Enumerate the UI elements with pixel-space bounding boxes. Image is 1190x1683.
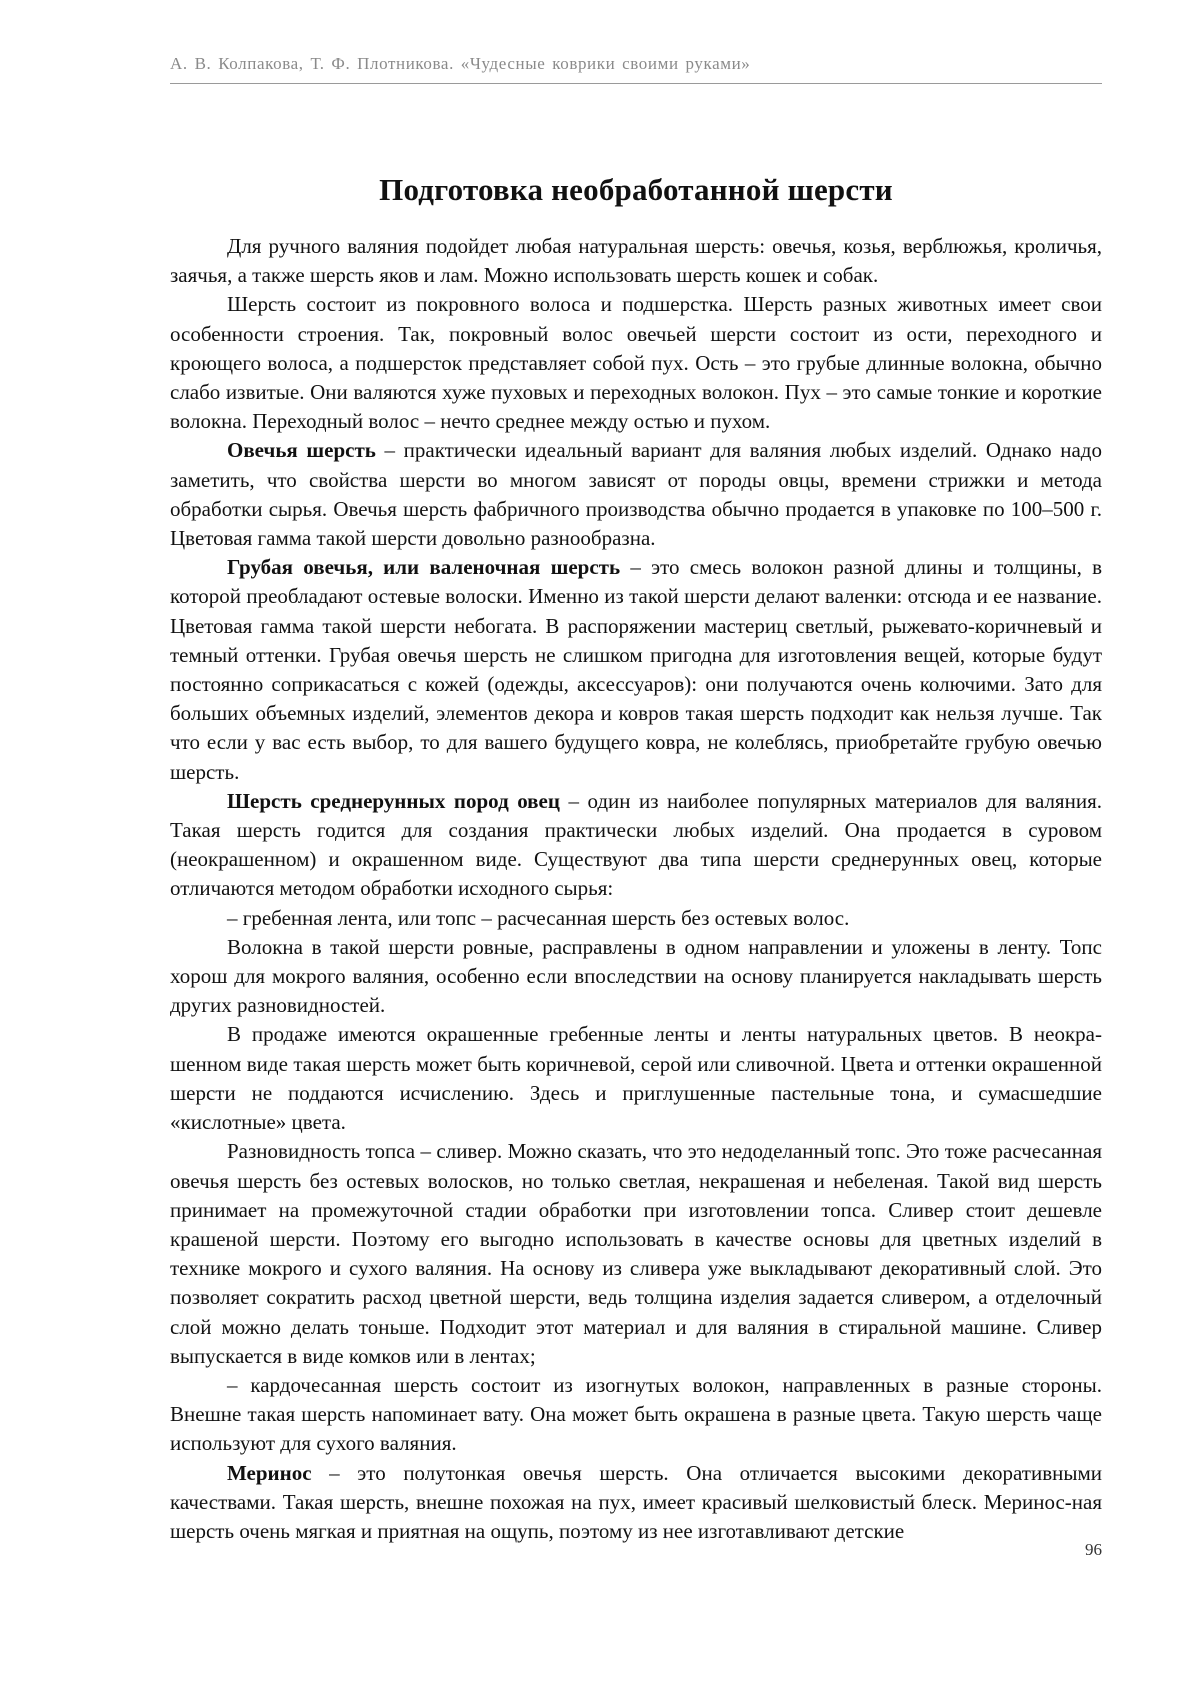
paragraph [170,1020,1102,1137]
paragraph-bold-lead: Овечья шерсть [227,438,376,463]
paragraph-text: В продаже имеются окрашенные гребенные ленты и ленты натуральных цветов. В неокрашенном виде такая шерсть может быть коричневой, серой или сливочной. Цвета и оттенки окрашенной шерсти не поддаются исчислению. Здесь и приглушенные пастельные тона, и сумасшедшие «кислотные» цвета. [170,1022,1102,1135]
paragraph [170,933,1102,1021]
running-header: А. В. Колпакова, Т. Ф. Плотникова. «Чудесные коврики своими руками» [170,54,751,73]
paragraph-bold-lead: Грубая овечья, или валеночная шерсть [227,555,621,580]
paragraph-text: – практически идеальный вариант для валяния любых изделий. Однако надо заметить, что свойства шерсти во многом зависят от породы овцы, времени стрижки и метода обработки сырья. Овечья шерсть фабричного производства обычно продается в упаковке по 100–500 г. Цветовая гамма такой шерсти довольно разнообразна. [170,438,1102,551]
header-rule [170,83,1102,84]
paragraph-text: – кардочесанная шерсть состоит из изогнутых волокон, направленных в разные стороны. Внешне такая шерсть напоминает вату. Она может быть окрашена в разные цвета. Такую шерсть чаще используют для сухого валяния. [170,1372,1102,1456]
paragraph [170,232,1102,290]
paragraph-text: Шерсть состоит из покровного волоса и подшерстка. Шерсть разных животных имеет свои особенности строения. Так, покровный волос овечьей шерсти состоит из ости, переходного и кроющего волоса, а подшерсток представляет собой пух. Ость – это грубые длинные волокна, обычно слабо извитые. Они валяются хуже пуховых и переходных волокон. Пух – это самые тонкие и короткие волокна. Переходный волос – нечто среднее между остью и пухом. [170,292,1102,434]
paragraph-text: – гребенная лента, или топс – расчесанная шерсть без остевых волос. [227,905,850,930]
paragraph-text: – это смесь волокон разной длины и толщины, в которой преобладают остевые волоски. Именно из такой шерсти делают валенки: отсюда и ее название. Цветовая гамма такой шерсти небогата. В распоряжении мастериц светлый, рыжевато-коричневый и темный оттенки. Грубая овечья шерсть не слишком пригодна для изготовления вещей, которые будут постоянно соприкасаться с кожей (одежды, аксессуаров): они получаются очень колючими. Зато для больших объемных изделий, элементов декора и ковров такая шерсть подходит как нельзя лучше. Так что если у вас есть выбор, то для вашего будущего ковра, не колеблясь, приобретайте грубую овечью шерсть. [170,555,1102,784]
paragraph-text: Разновидность топса – сливер. Можно сказать, что это недоделанный топс. Это тоже расчесанная овечья шерсть без остевых волосков, но только светлая, некрашеная и небеленая. Такой вид шерсть принимает на промежуточной стадии обработки при изготовлении топса. Сливер стоит дешевле крашеной шерсти. Поэтому его выгодно использовать в качестве основы для цветных изделий в технике мокрого и сухого валяния. На основу из сливера уже выкладывают декоративный слой. Это позволяет сократить расход цветной шерсти, ведь толщина изделия задается сливером, а отделочный слой можно делать тоньше. Подходит этот материал и для валяния в стиральной машине. Сливер выпускается в виде комков или в лентах; [170,1139,1102,1368]
body-text [170,232,1102,1546]
paragraph [170,904,1102,933]
paragraph-text: Волокна в такой шерсти ровные, расправлены в одном направлении и уложены в ленту. Топс хорош для мокрого валяния, особенно если впоследствии на основу планируется накладывать шерсть других разновидностей. [170,934,1102,1018]
paragraph-text: Для ручного валяния подойдет любая натуральная шерсть: овечья, козья, верблюжья, кроличья, заячья, а также шерсть яков и лам. Можно использовать шерсть кошек и собак. [170,234,1102,288]
paragraph-text: – один из наиболее популярных материалов для валяния. Такая шерсть годится для создания практически любых изделий. Она продается в суровом (неокрашенном) и окрашенном виде. Существуют два типа шерсти среднерунных овец, которые отличаются методом обработки исходного сырья: [170,788,1102,901]
paragraph [170,553,1102,787]
paragraph [170,1459,1102,1547]
paragraph [170,290,1102,436]
page-number: 96 [1085,1540,1102,1559]
paragraph [170,1371,1102,1459]
paragraph-bold-lead: Меринос [227,1460,312,1485]
paragraph [170,787,1102,904]
paragraph-text: – это полутонкая овечья шерсть. Она отличается высокими декоративными качествами. Такая шерсть, внешне похожая на пух, имеет красивый шелковистый блеск. Меринос-ная шерсть очень мягкая и приятная на ощупь, поэтому из нее изготавливают детские [170,1460,1102,1543]
paragraph [170,436,1102,553]
paragraph-bold-lead: Шерсть среднерунных пород овец [227,788,560,813]
section-title: Подготовка необработанной шерсти [379,172,893,207]
paragraph [170,1137,1102,1371]
